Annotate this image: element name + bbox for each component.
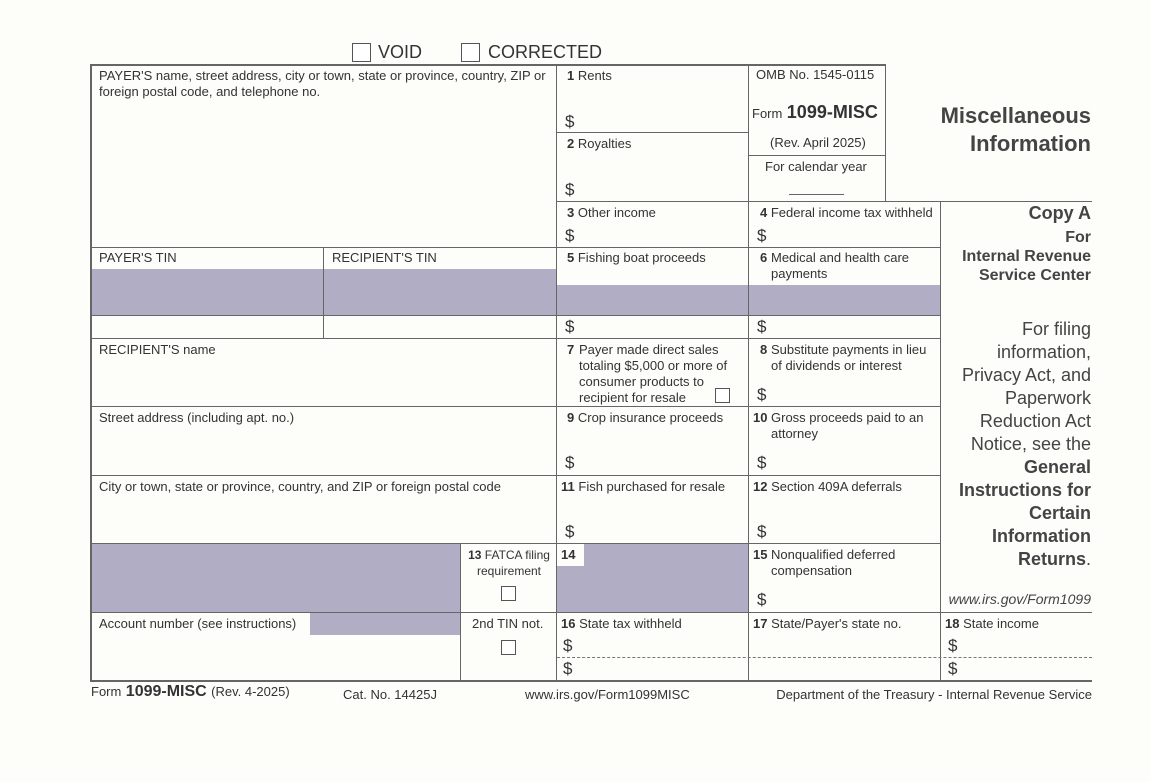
omb-number: OMB No. 1545-0115 xyxy=(756,67,875,82)
copy-a-for: For Internal Revenue Service Center xyxy=(962,229,1091,284)
box13-number: 13 xyxy=(468,548,482,562)
corrected-label: CORRECTED xyxy=(488,42,603,62)
box1-rents-field[interactable] xyxy=(580,110,745,130)
box12-dollar: $ xyxy=(757,522,767,541)
box4-dollar: $ xyxy=(757,226,767,245)
second-tin-label: 2nd TIN not. xyxy=(472,616,544,631)
footer-url[interactable]: www.irs.gov/Form1099MISC xyxy=(525,687,690,702)
account-number-label: Account number (see instructions) xyxy=(99,616,297,631)
rev-date: (Rev. April 2025) xyxy=(770,135,866,150)
copy-a-title: Copy A xyxy=(1028,203,1091,223)
box11-fish-purchased-field[interactable] xyxy=(580,520,745,540)
box6-label: 6 Medical and health care payments xyxy=(760,250,910,281)
copy-url[interactable]: www.irs.gov/Form1099 xyxy=(948,591,1091,607)
footer-form: Form 1099-MISC (Rev. 4-2025) xyxy=(91,683,290,700)
account-number-field[interactable] xyxy=(93,637,458,678)
payer-name-field[interactable] xyxy=(93,102,553,244)
box16-state-tax-field-2[interactable] xyxy=(578,659,745,679)
form-title xyxy=(905,102,1091,158)
box15-dollar: $ xyxy=(757,590,767,609)
street-address-field[interactable] xyxy=(93,428,553,473)
box8-substitute-payments-field[interactable] xyxy=(772,384,937,404)
box1-dollar: $ xyxy=(565,112,575,131)
box2-dollar: $ xyxy=(565,180,575,199)
box7-checkbox[interactable] xyxy=(715,388,730,403)
box2-royalties-field[interactable] xyxy=(580,178,745,198)
form-name-block xyxy=(752,102,878,123)
box2-label: 2 Royalties xyxy=(567,136,632,151)
box10-attorney-field[interactable] xyxy=(772,451,937,471)
box9-dollar: $ xyxy=(565,453,575,472)
box6-medical-field[interactable] xyxy=(772,317,937,337)
corrected-checkbox[interactable] xyxy=(461,43,480,62)
box5-fishing-boat-field[interactable] xyxy=(580,317,745,337)
box5-label: 5 Fishing boat proceeds xyxy=(567,250,706,265)
box12-409a-field[interactable] xyxy=(772,520,937,540)
box16-dollar-1: $ xyxy=(563,636,573,655)
box4-label: 4 Federal income tax withheld xyxy=(760,205,933,220)
payer-tin-label: PAYER'S TIN xyxy=(99,250,177,265)
box6-dollar: $ xyxy=(757,317,767,336)
calendar-year-field[interactable] xyxy=(789,176,844,194)
box11-dollar: $ xyxy=(565,522,575,541)
account-shaded-area xyxy=(310,613,460,635)
payer-tin-field[interactable] xyxy=(93,317,321,337)
box18-dollar-2: $ xyxy=(948,659,958,678)
box5-dollar: $ xyxy=(565,317,575,336)
box13-shaded-area xyxy=(91,544,460,612)
box8-dollar: $ xyxy=(757,385,767,404)
box12-label: 12 Section 409A deferrals xyxy=(753,479,902,494)
box18-label: 18 State income xyxy=(945,616,1039,631)
box7-label: 7 Payer made direct sales totaling $5,000 or more of consumer products to recipient for resale xyxy=(567,342,728,405)
box9-label: 9 Crop insurance proceeds xyxy=(567,410,724,425)
box3-label: 3 Other income xyxy=(567,205,656,220)
box16-state-tax-field-1[interactable] xyxy=(578,636,745,656)
box9-crop-insurance-field[interactable] xyxy=(580,451,745,471)
form-word: Form xyxy=(752,106,783,121)
box17-state-no-field-1[interactable] xyxy=(752,636,937,656)
box4-federal-tax-field[interactable] xyxy=(772,224,937,244)
filing-info-text: For filing information, Privacy Act, and Paperwork Reduction Act Notice, see the General Instructions for Certain Information Returns. xyxy=(958,319,1091,569)
street-address-label: Street address (including apt. no.) xyxy=(99,410,295,425)
footer-cat-no: Cat. No. 14425J xyxy=(343,687,437,702)
box14-shaded-area xyxy=(557,544,748,612)
box17-state-no-field-2[interactable] xyxy=(752,659,937,679)
calendar-year-label: For calendar year xyxy=(765,159,867,174)
box14-number: 14 xyxy=(561,547,576,562)
box18-state-income-field-2[interactable] xyxy=(963,659,1091,679)
box18-state-income-field-1[interactable] xyxy=(963,636,1091,656)
recipient-name-label: RECIPIENT'S name xyxy=(99,342,216,357)
box18-dollar-1: $ xyxy=(948,636,958,655)
void-checkbox[interactable] xyxy=(352,43,371,62)
payer-name-label: PAYER'S name, street address, city or town, state or province, country, ZIP or foreign postal code, and telephone no. xyxy=(99,68,546,99)
city-field[interactable] xyxy=(93,497,553,541)
box13-text: FATCA filing requirement xyxy=(476,548,550,578)
box3-other-income-field[interactable] xyxy=(580,224,745,244)
footer-department: Department of the Treasury - Internal Revenue Service xyxy=(776,687,1092,702)
box16-label: 16 State tax withheld xyxy=(561,616,682,631)
box15-nonqualified-field[interactable] xyxy=(772,589,937,609)
recipient-name-field[interactable] xyxy=(93,360,553,404)
box10-dollar: $ xyxy=(757,453,767,472)
box13-label xyxy=(466,547,552,579)
box3-dollar: $ xyxy=(565,226,575,245)
fatca-checkbox[interactable] xyxy=(501,586,516,601)
form-title-line2: Information xyxy=(970,131,1091,156)
box15-label: 15 Nonqualified deferred compensation xyxy=(753,547,896,578)
void-label: VOID xyxy=(378,42,423,62)
box10-label: 10 Gross proceeds paid to an attorney xyxy=(753,410,924,441)
box16-dollar-2: $ xyxy=(563,659,573,678)
box8-label: 8 Substitute payments in lieu of dividends or interest xyxy=(760,342,927,373)
recipient-tin-label: RECIPIENT'S TIN xyxy=(332,250,437,265)
form-name: 1099-MISC xyxy=(786,102,878,122)
city-label: City or town, state or province, country, and ZIP or foreign postal code xyxy=(99,479,501,494)
box11-label: 11 Fish purchased for resale xyxy=(561,479,726,494)
second-tin-checkbox[interactable] xyxy=(501,640,516,655)
box17-label: 17 State/Payer's state no. xyxy=(753,616,902,631)
box1-label: 1 Rents xyxy=(567,68,612,83)
form-title-line1: Miscellaneous xyxy=(940,103,1091,128)
recipient-tin-field[interactable] xyxy=(326,317,554,337)
